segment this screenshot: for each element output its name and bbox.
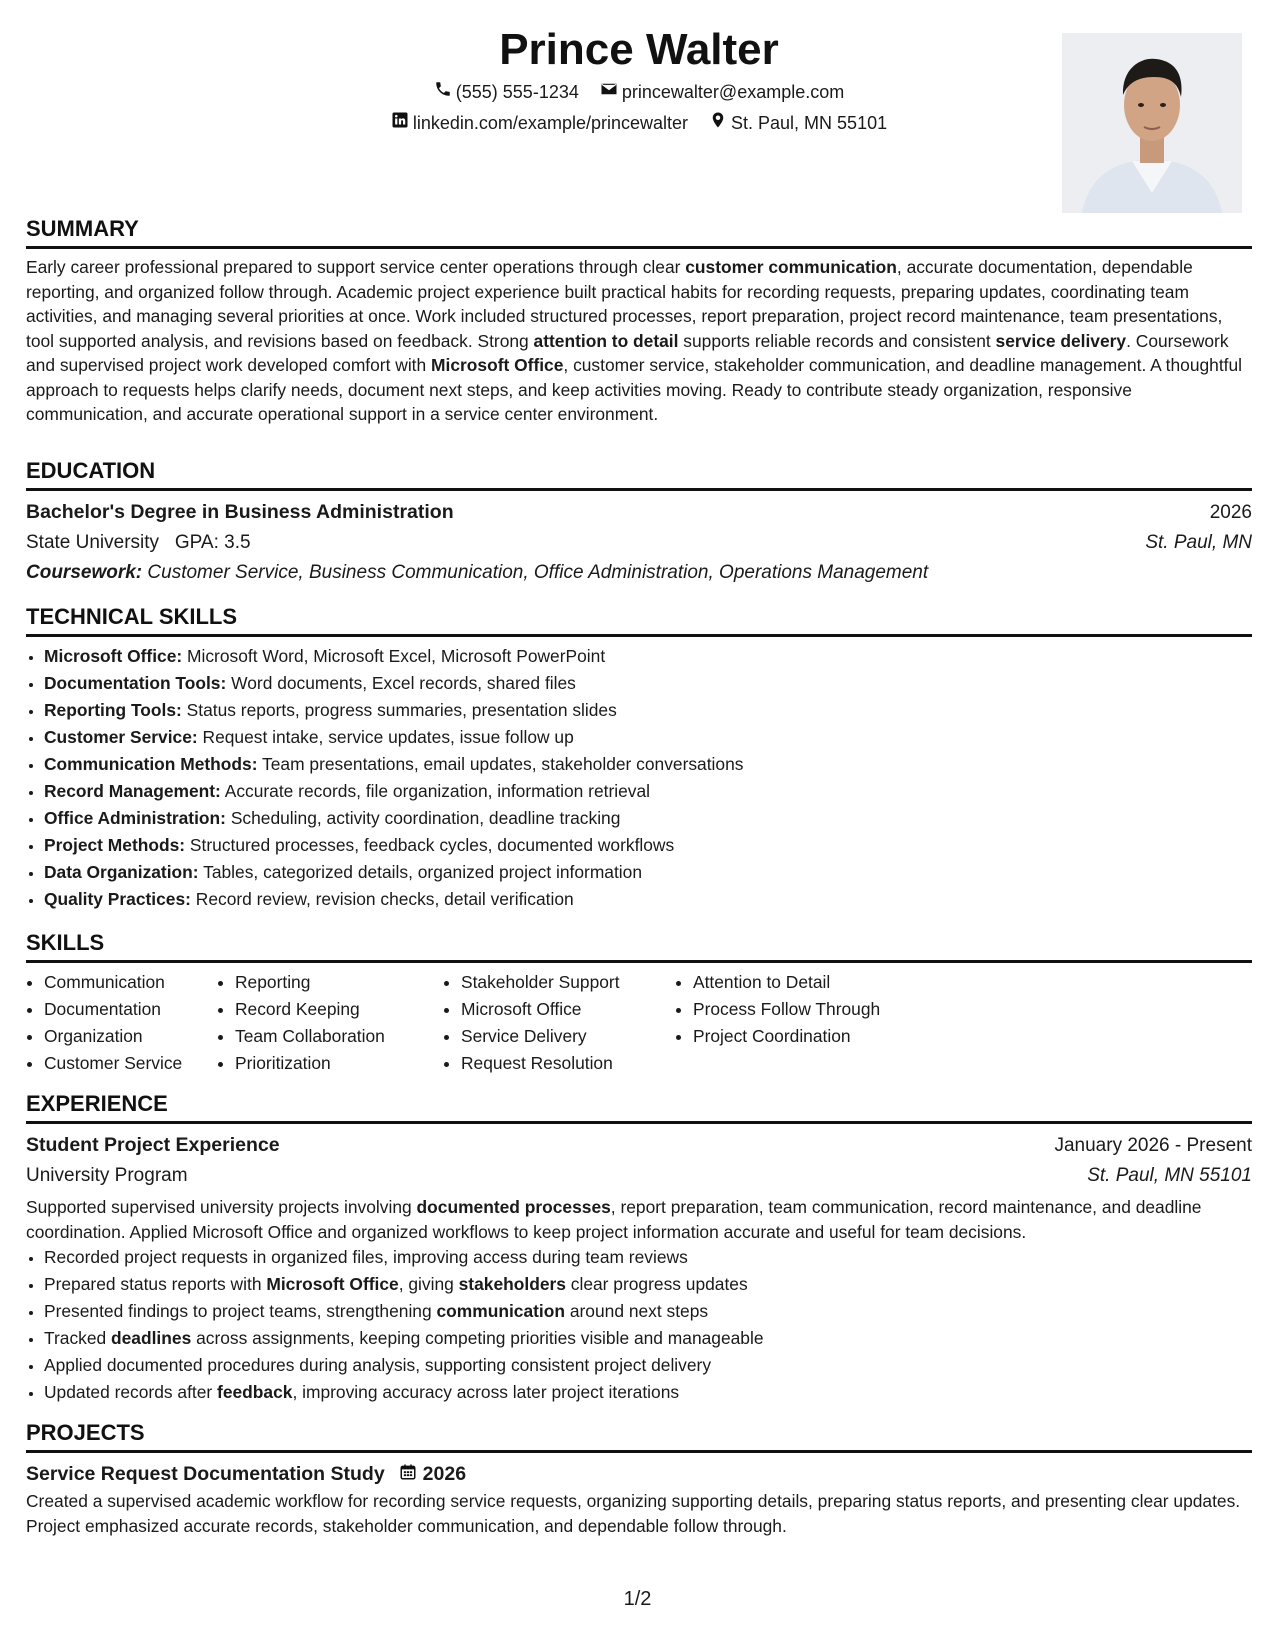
experience-bullet: • Prepared status reports with Microsoft Office, giving stakeholders clear progress updates bbox=[44, 1271, 1252, 1298]
projects-section bbox=[26, 1418, 1252, 1538]
skill-item: • Documentation bbox=[44, 996, 217, 1023]
skills-column bbox=[675, 969, 953, 1077]
technical-skills-list bbox=[26, 643, 1252, 913]
education-section bbox=[26, 456, 1252, 588]
projects-heading: PROJECTS bbox=[26, 1418, 1252, 1453]
technical-skill-item: • Communication Methods: Team presentations, email updates, stakeholder conversations bbox=[44, 751, 1252, 778]
school-info bbox=[26, 528, 251, 558]
school-location: St. Paul, MN bbox=[1145, 532, 1252, 553]
calendar-icon bbox=[385, 1463, 423, 1486]
email-address: princewalter@example.com bbox=[621, 82, 845, 102]
envelope-icon bbox=[600, 79, 622, 105]
linkedin-url: linkedin.com/example/princewalter bbox=[412, 113, 688, 133]
technical-skills-heading: TECHNICAL SKILLS bbox=[26, 602, 1252, 637]
technical-skill-item: • Microsoft Office: Microsoft Word, Microsoft Excel, Microsoft PowerPoint bbox=[44, 643, 1252, 670]
map-pin-icon bbox=[709, 110, 731, 136]
skill-item: • Microsoft Office bbox=[461, 996, 675, 1023]
experience-section bbox=[26, 1089, 1252, 1406]
skill-item: • Stakeholder Support bbox=[461, 969, 675, 996]
experience-bullet: • Updated records after feedback, improving accuracy across later project iterations bbox=[44, 1379, 1252, 1406]
role-location: St. Paul, MN 55101 bbox=[1087, 1165, 1252, 1186]
summary-section bbox=[26, 214, 1252, 427]
technical-skill-item: • Data Organization: Tables, categorized details, organized project information bbox=[44, 859, 1252, 886]
project-title-row bbox=[26, 1459, 1252, 1489]
skills-column bbox=[26, 969, 217, 1077]
experience-role-row bbox=[26, 1130, 1252, 1161]
role-dates: January 2026 - Present bbox=[1054, 1135, 1252, 1156]
technical-skill-item: • Reporting Tools: Status reports, progress summaries, presentation slides bbox=[44, 697, 1252, 724]
project-name: Service Request Documentation Study bbox=[26, 1463, 385, 1485]
phone-icon bbox=[434, 79, 456, 105]
summary-heading: SUMMARY bbox=[26, 214, 1252, 249]
skill-item: • Customer Service bbox=[44, 1050, 217, 1077]
role-title: Student Project Experience bbox=[26, 1134, 280, 1156]
location-contact bbox=[709, 110, 887, 136]
coursework: Coursework: Customer Service, Business Communication, Office Administration, Operations Management bbox=[26, 562, 929, 583]
skill-item: • Organization bbox=[44, 1023, 217, 1050]
technical-skill-item: • Office Administration: Scheduling, activity coordination, deadline tracking bbox=[44, 805, 1252, 832]
technical-skill-item: • Quality Practices: Record review, revision checks, detail verification bbox=[44, 886, 1252, 913]
experience-org-row bbox=[26, 1161, 1252, 1191]
experience-bullet: • Recorded project requests in organized files, improving access during team reviews bbox=[44, 1244, 1252, 1271]
experience-bullet: • Applied documented procedures during analysis, supporting consistent project delivery bbox=[44, 1352, 1252, 1379]
skills-column bbox=[443, 969, 675, 1077]
experience-bullets bbox=[26, 1244, 1252, 1406]
project-description: Created a supervised academic workflow for recording service requests, organizing supporting details, preparing status reports, and presenting clear updates. Project emphasized accurate records, stakeholder communication, and dependable follow through. bbox=[26, 1491, 1241, 1536]
skill-item: • Communication bbox=[44, 969, 217, 996]
page-number: 1/2 bbox=[623, 1588, 652, 1610]
skills-section bbox=[26, 928, 1252, 1077]
technical-skill-item: • Documentation Tools: Word documents, Excel records, shared files bbox=[44, 670, 1252, 697]
linkedin-contact[interactable] bbox=[391, 110, 688, 136]
skills-grid bbox=[26, 969, 1252, 1077]
education-school-row bbox=[26, 528, 1252, 558]
skills-heading: SKILLS bbox=[26, 928, 1252, 963]
technical-skill-item: • Record Management: Accurate records, file organization, information retrieval bbox=[44, 778, 1252, 805]
skill-item: • Prioritization bbox=[235, 1050, 443, 1077]
project-year: 2026 bbox=[422, 1463, 467, 1485]
experience-bullet: • Tracked deadlines across assignments, keeping competing priorities visible and manageable bbox=[44, 1325, 1252, 1352]
experience-heading: EXPERIENCE bbox=[26, 1089, 1252, 1124]
organization-name: University Program bbox=[26, 1165, 188, 1186]
linkedin-icon bbox=[391, 110, 413, 136]
skill-item: • Reporting bbox=[235, 969, 443, 996]
experience-bullet: • Presented findings to project teams, strengthening communication around next steps bbox=[44, 1298, 1252, 1325]
skill-item: • Process Follow Through bbox=[693, 996, 953, 1023]
candidate-name: Prince Walter bbox=[499, 25, 779, 74]
skills-column bbox=[217, 969, 443, 1077]
gpa: GPA: 3.5 bbox=[174, 532, 251, 553]
technical-skills-section bbox=[26, 602, 1252, 913]
location-text: St. Paul, MN 55101 bbox=[731, 113, 888, 133]
skill-item: • Project Coordination bbox=[693, 1023, 953, 1050]
skill-item: • Record Keeping bbox=[235, 996, 443, 1023]
technical-skill-item: • Customer Service: Request intake, service updates, issue follow up bbox=[44, 724, 1252, 751]
education-heading: EDUCATION bbox=[26, 456, 1252, 491]
experience-description: Supported supervised university projects involving documented processes, report preparation, team communication, record maintenance, and deadline coordination. Applied Microsoft Office and organized workflows to keep project information accurate and useful for team decisions. bbox=[26, 1197, 1202, 1242]
school-name: State University bbox=[26, 532, 160, 553]
skill-item: • Team Collaboration bbox=[235, 1023, 443, 1050]
phone-contact bbox=[434, 79, 579, 105]
graduation-year: 2026 bbox=[1209, 502, 1252, 523]
education-degree-row bbox=[26, 497, 1252, 528]
technical-skill-item: • Project Methods: Structured processes, feedback cycles, documented workflows bbox=[44, 832, 1252, 859]
skill-item: • Attention to Detail bbox=[693, 969, 953, 996]
skill-item: • Service Delivery bbox=[461, 1023, 675, 1050]
degree-title: Bachelor's Degree in Business Administration bbox=[26, 501, 454, 523]
skill-item: • Request Resolution bbox=[461, 1050, 675, 1077]
summary-text: Early career professional prepared to support service center operations through clear customer communication, accurate documentation, dependable reporting, and organized follow through. Academic project experience built practical habits for recording requests, preparing updates, coordinating team activities, and managing several priorities at once. Work included structured processes, report preparation, project record maintenance, team presentations, tool supported analysis, and revisions based on feedback. Strong attention to detail supports reliable records and consistent service delivery. Coursework and supervised project work developed comfort with Microsoft Office, customer service, stakeholder communication, and deadline management. A thoughtful approach to requests helps clarify needs, document next steps, and keep activities moving. Ready to contribute steady organization, responsive communication, and accurate operational support in a service center environment. bbox=[26, 257, 1243, 424]
profile-photo bbox=[1062, 33, 1242, 213]
email-contact[interactable] bbox=[600, 79, 844, 105]
phone-number: (555) 555-1234 bbox=[455, 82, 579, 102]
